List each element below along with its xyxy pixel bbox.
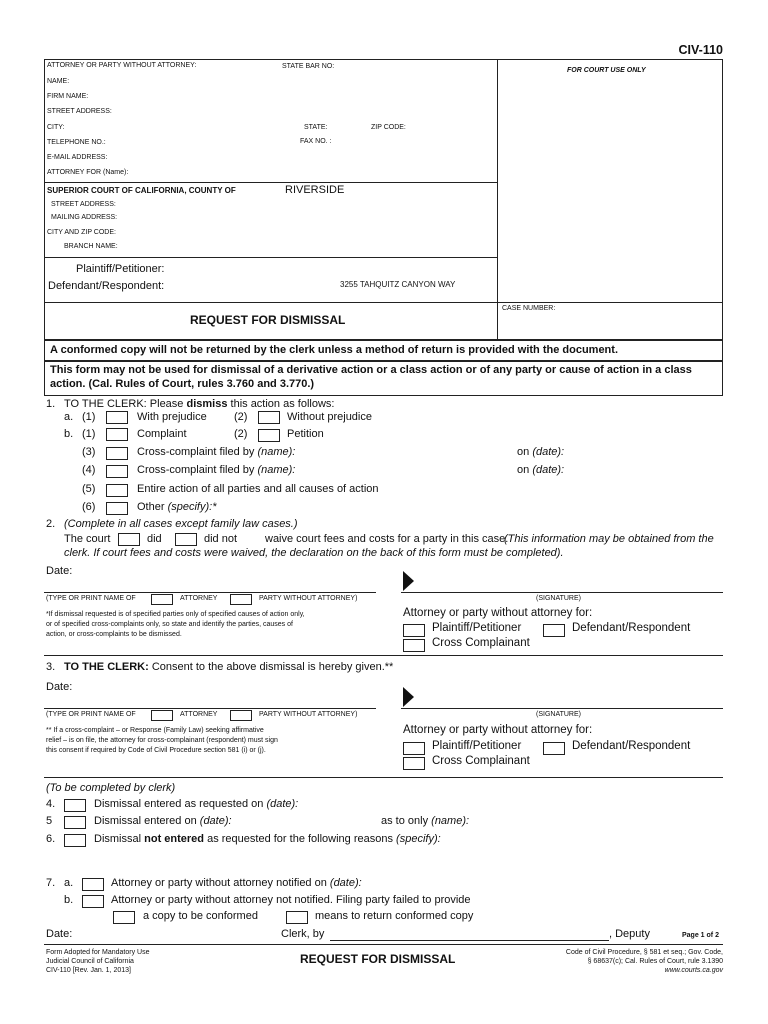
sign-here-arrow-icon — [403, 687, 414, 707]
footer-title: REQUEST FOR DISMISSAL — [300, 952, 456, 966]
item5-as-to: as to only (name): — [381, 815, 470, 827]
attorney-label: ATTORNEY OR PARTY WITHOUT ATTORNEY: — [47, 62, 197, 69]
cross-complaint-2-checkbox[interactable] — [106, 465, 128, 478]
complaint-checkbox[interactable] — [106, 428, 128, 441]
sig1-plaintiff-checkbox[interactable] — [403, 624, 425, 637]
item4-label: Dismissal entered as requested on (date): — [94, 798, 299, 810]
item3-lead: TO THE CLERK: Consent to the above dismissal is hereby given.** — [64, 661, 394, 673]
item5-label: Dismissal entered on (date): — [94, 815, 232, 827]
item1-number: 1. — [46, 398, 56, 410]
court-did-not-checkbox[interactable] — [175, 533, 197, 546]
notice-derivative-line2: action. (Cal. Rules of Court, rules 3.760 and 3.770.) — [50, 378, 315, 390]
clerk-date-label: Date: — [46, 928, 73, 940]
clerk-heading: (To be completed by clerk) — [46, 782, 176, 794]
street-address-label: STREET ADDRESS: — [47, 108, 112, 115]
courts-link[interactable]: www.courts.ca.gov — [664, 967, 723, 974]
sig1-party-checkbox[interactable] — [230, 594, 252, 605]
mailing-label: MAILING ADDRESS: — [51, 214, 118, 221]
clerk-by-label: Clerk, by — [281, 928, 325, 940]
dismissal-entered-on-checkbox[interactable] — [64, 816, 86, 829]
county-value: RIVERSIDE — [285, 184, 345, 196]
with-prejudice-checkbox[interactable] — [106, 411, 128, 424]
item7a-label: Attorney or party without attorney notified on (date): — [111, 877, 362, 889]
attorney-for-label: ATTORNEY FOR (Name): — [47, 169, 129, 176]
city-label: CITY: — [47, 124, 65, 131]
state-bar-label: STATE BAR NO: — [282, 63, 335, 70]
caption-divider — [497, 59, 498, 340]
court-use-label: FOR COURT USE ONLY — [567, 67, 646, 74]
not-notified-checkbox[interactable] — [82, 895, 104, 908]
defendant-label: Defendant/Respondent: — [48, 280, 165, 292]
case-number-label: CASE NUMBER: — [502, 305, 556, 312]
court-label: SUPERIOR COURT OF CALIFORNIA, COUNTY OF — [47, 186, 236, 195]
item2-instruction: (Complete in all cases except family law cases.) — [64, 518, 298, 530]
email-label: E-MAIL ADDRESS: — [47, 154, 108, 161]
state-label: STATE: — [304, 124, 328, 131]
plaintiff-label: Plaintiff/Petitioner: — [76, 263, 165, 275]
sig1-date-label: Date: — [46, 565, 73, 577]
sig2-date-label: Date: — [46, 681, 73, 693]
notice-derivative-line1: This form may not be used for dismissal of a derivative action or a class action or of any party or cause of action in a class — [50, 364, 692, 376]
sig2-defendant-checkbox[interactable] — [543, 742, 565, 755]
notice-conformed: A conformed copy will not be returned by the clerk unless a method of return is provided with the document. — [50, 344, 618, 356]
sig1-defendant-checkbox[interactable] — [543, 624, 565, 637]
address-value: 3255 TAHQUITZ CANYON WAY — [340, 280, 456, 289]
court-street-label: STREET ADDRESS: — [51, 201, 116, 208]
sig2-plaintiff-checkbox[interactable] — [403, 742, 425, 755]
copy-conformed-checkbox[interactable] — [113, 911, 135, 924]
deputy-label: , Deputy — [609, 928, 650, 940]
city-zip-label: CITY AND ZIP CODE: — [47, 229, 116, 236]
sig1-cross-checkbox[interactable] — [403, 639, 425, 652]
sign-here-arrow-icon — [403, 571, 414, 591]
cross-complaint-2-date: on (date): — [517, 464, 565, 476]
form-title: REQUEST FOR DISMISSAL — [190, 313, 346, 327]
sig2-party-checkbox[interactable] — [230, 710, 252, 721]
cross-complaint-2-label: Cross-complaint filed by (name): — [137, 464, 296, 476]
clerk-signature-line — [330, 940, 609, 941]
sig1-attorney-checkbox[interactable] — [151, 594, 173, 605]
item6-label: Dismissal not entered as requested for the following reasons (specify): — [94, 833, 441, 845]
sig2-cross-checkbox[interactable] — [403, 757, 425, 770]
firm-name-label: FIRM NAME: — [47, 93, 89, 100]
cross-complaint-1-date: on (date): — [517, 446, 565, 458]
caption-box — [44, 59, 723, 340]
with-prejudice-label: With prejudice — [137, 411, 207, 423]
fax-label: FAX NO. : — [300, 138, 332, 145]
cross-complaint-1-label: Cross-complaint filed by (name): — [137, 446, 296, 458]
branch-label: BRANCH NAME: — [64, 243, 118, 250]
complaint-label: Complaint — [137, 428, 187, 440]
petition-checkbox[interactable] — [258, 429, 280, 442]
notified-checkbox[interactable] — [82, 878, 104, 891]
without-prejudice-checkbox[interactable] — [258, 411, 280, 424]
page-number: Page 1 of 2 — [682, 932, 719, 939]
form-id: CIV-110 — [678, 43, 723, 57]
without-prejudice-label: Without prejudice — [287, 411, 372, 423]
court-did-checkbox[interactable] — [118, 533, 140, 546]
item7b-label: Attorney or party without attorney not notified. Filing party failed to provide — [111, 894, 471, 906]
sig2-attorney-checkbox[interactable] — [151, 710, 173, 721]
item1-lead: TO THE CLERK: Please dismiss this action as follows: — [64, 398, 335, 410]
name-label: NAME: — [47, 78, 70, 85]
telephone-label: TELEPHONE NO.: — [47, 139, 106, 146]
means-return-checkbox[interactable] — [286, 911, 308, 924]
dismissal-not-entered-checkbox[interactable] — [64, 834, 86, 847]
cross-complaint-1-checkbox[interactable] — [106, 447, 128, 460]
dismissal-entered-checkbox[interactable] — [64, 799, 86, 812]
entire-action-checkbox[interactable] — [106, 484, 128, 497]
entire-action-label: Entire action of all parties and all causes of action — [137, 483, 379, 495]
zip-label: ZIP CODE: — [371, 124, 406, 131]
other-checkbox[interactable] — [106, 502, 128, 515]
petition-label: Petition — [287, 428, 324, 440]
other-label: Other (specify):* — [137, 501, 217, 513]
